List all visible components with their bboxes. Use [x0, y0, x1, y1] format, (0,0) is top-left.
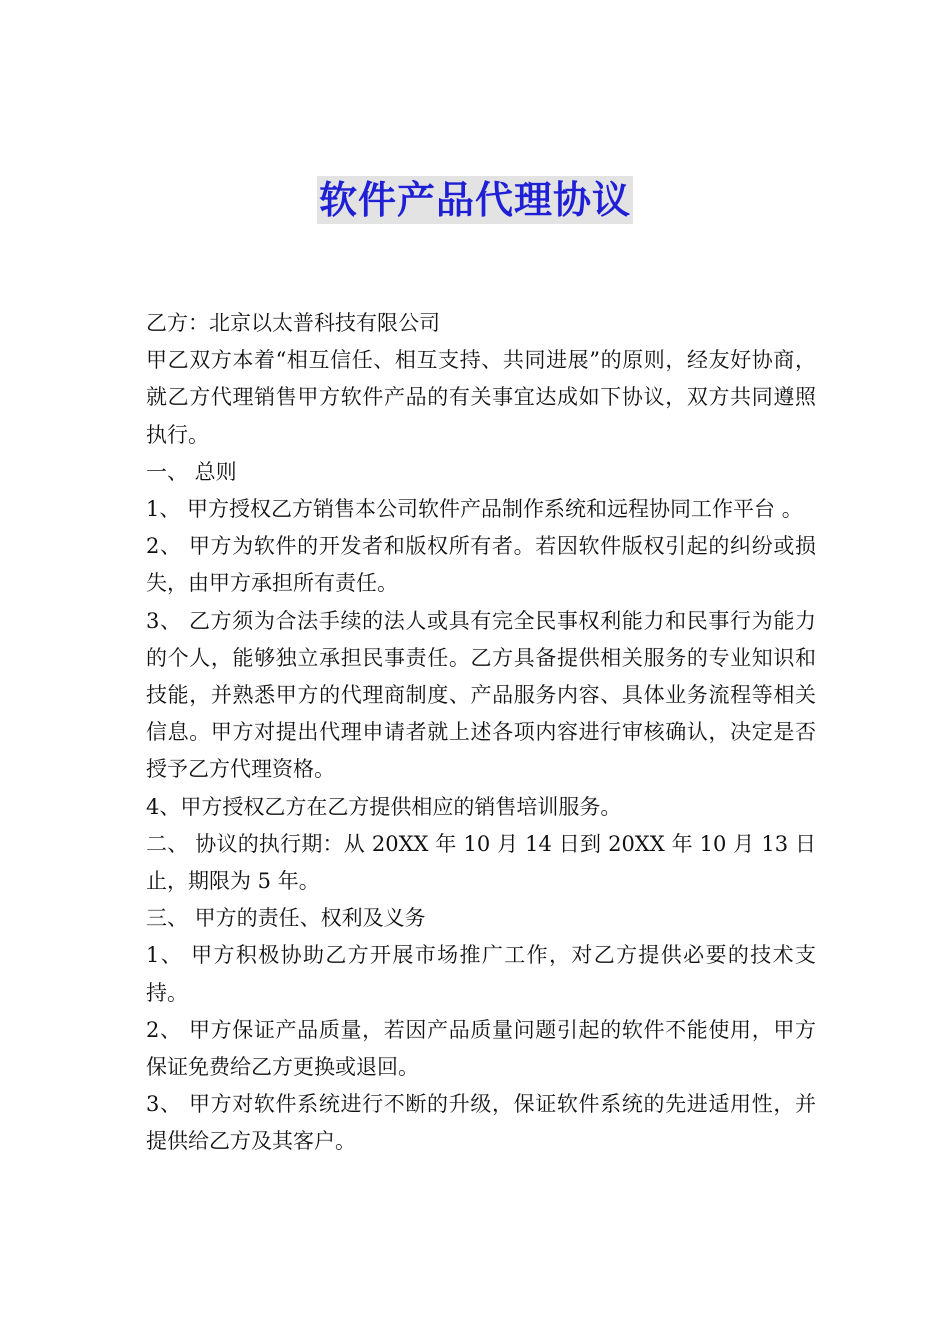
section-1-heading: 一、 总则	[146, 459, 237, 484]
section-3-item-1: 1、 甲方积极协助乙方开展市场推广工作，对乙方提供必要的技术支持。	[146, 943, 816, 1005]
document-title: 软件产品代理协议	[318, 178, 631, 222]
section-1-item-1: 1、 甲方授权乙方销售本公司软件产品制作系统和远程协同工作平台 。	[146, 497, 803, 522]
title-container	[0, 176, 950, 224]
section-1-item-3: 3、 乙方须为合法手续的法人或具有完全民事权利能力和民事行为能力的个人，能够独立承担民事责任。乙方具备提供相关服务的专业知识和技能，并熟悉甲方的代理商制度、产品服务内容、具体业务流程等相关信息。甲方对提出代理申请者就上述各项内容进行审核确认，决定是否授予乙方代理资格。	[146, 608, 816, 782]
party-b-line: 乙方：北京以太普科技有限公司	[146, 311, 440, 335]
section-3-item-2: 2、 甲方保证产品质量，若因产品质量问题引起的软件不能使用，甲方保证免费给乙方更换或退回。	[146, 1017, 816, 1080]
preamble-paragraph: 甲乙双方本着“相互信任、相互支持、共同进展”的原则，经友好协商，就乙方代理销售甲方软件产品的有关事宜达成如下协议，双方共同遵照执行。	[146, 348, 816, 447]
section-3-item-3: 3、 甲方对软件系统进行不断的升级，保证软件系统的先进适用性，并提供给乙方及其客户。	[146, 1092, 816, 1154]
section-2-heading: 二、 协议的执行期：从 20XX 年 10 月 14 日到 20XX 年 10 月 13 日止，期限为 5 年。	[146, 831, 816, 894]
section-3-heading: 三、 甲方的责任、权利及义务	[146, 906, 426, 931]
section-1-item-2: 2、 甲方为软件的开发者和版权所有者。若因软件版权引起的纠纷或损失，由甲方承担所有责任。	[146, 534, 816, 596]
section-1-item-4: 4、甲方授权乙方在乙方提供相应的销售培训服务。	[146, 794, 622, 819]
document-body	[146, 305, 816, 1161]
